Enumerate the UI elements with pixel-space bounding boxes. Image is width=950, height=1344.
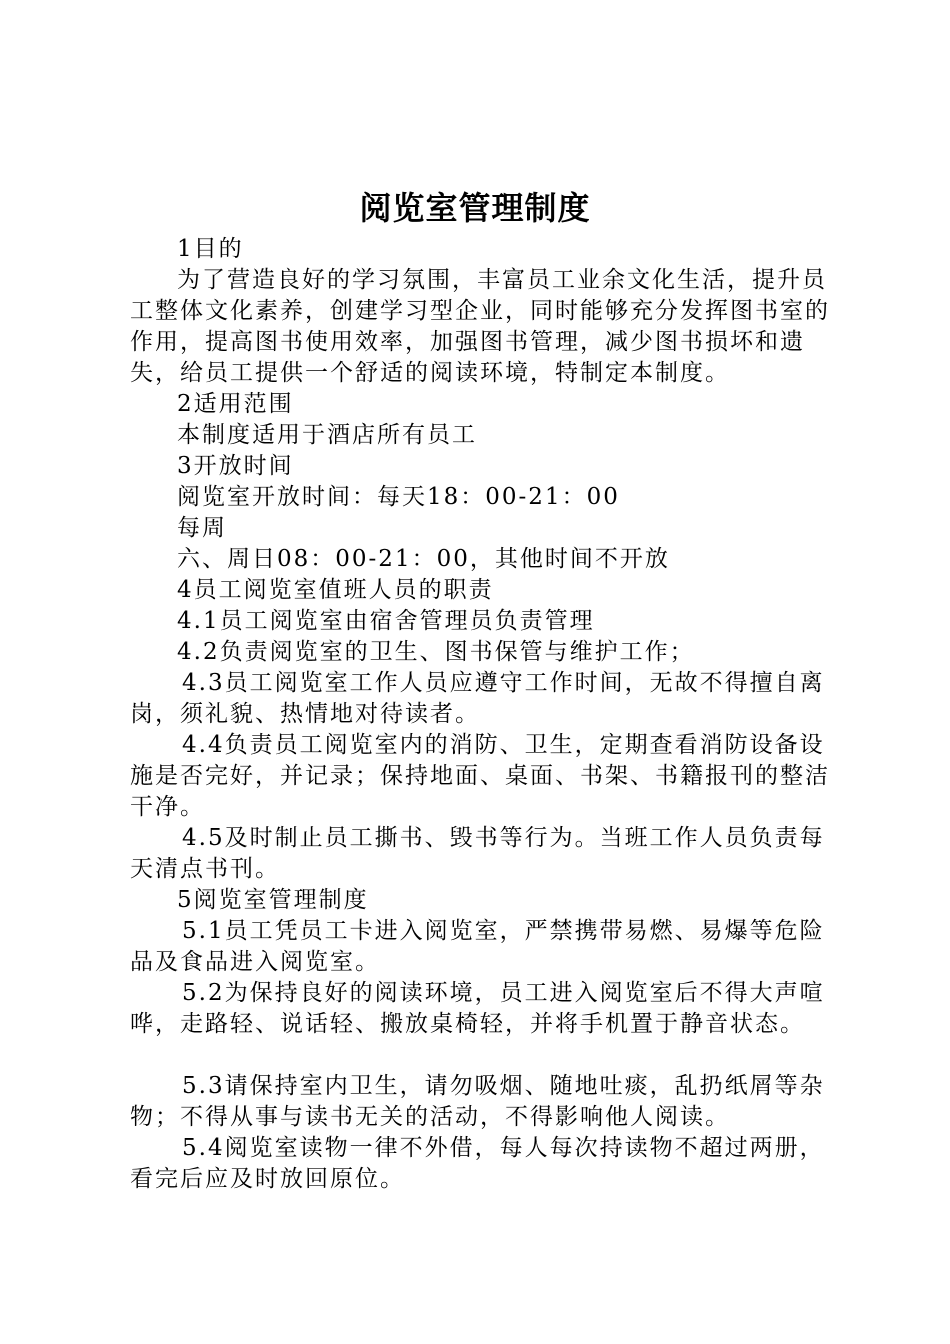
page-title: 阅览室管理制度 [359, 189, 591, 227]
section-heading-rules: 5阅览室管理制度 [177, 887, 369, 913]
duty-item-4-2: 4.2负责阅览室的卫生、图书保管与维护工作； [177, 639, 695, 665]
paragraph-spacer [130, 1040, 840, 1071]
paragraph-hours-daily: 阅览室开放时间：每天18：00-21：00 [177, 484, 620, 510]
paragraph-scope: 本制度适用于酒店所有员工 [177, 422, 477, 448]
rule-item-5-4: 5.4阅览室读物一律不外借，每人每次持读物不超过两册，看完后应及时放回原位。 [130, 1135, 825, 1192]
rule-item-5-1: 5.1员工凭员工卡进入阅览室，严禁携带易燃、易爆等危险品及食品进入阅览室。 [130, 918, 825, 975]
section-heading-purpose: 1目的 [177, 236, 244, 262]
rule-item-5-2: 5.2为保持良好的阅读环境，员工进入阅览室后不得大声喧哗，走路轻、说话轻、搬放桌椅轻，并将手机置于静音状态。 [130, 980, 825, 1037]
section-heading-scope: 2适用范围 [177, 391, 294, 417]
paragraph-hours-weekend: 六、周日08：00-21：00，其他时间不开放 [177, 546, 670, 572]
rule-item-5-3: 5.3请保持室内卫生，请勿吸烟、随地吐痰，乱扔纸屑等杂物；不得从事与读书无关的活动，不得影响他人阅读。 [130, 1073, 825, 1130]
duty-item-4-5: 4.5及时制止员工撕书、毁书等行为。当班工作人员负责每天清点书刊。 [130, 825, 825, 882]
paragraph-hours-weekly-label: 每周 [177, 515, 227, 541]
duty-item-4-4: 4.4负责员工阅览室内的消防、卫生，定期查看消防设备设施是否完好，并记录；保持地面、桌面、书架、书籍报刊的整洁干净。 [130, 732, 830, 820]
duty-item-4-1: 4.1员工阅览室由宿舍管理员负责管理 [177, 608, 595, 634]
section-heading-hours: 3开放时间 [177, 453, 294, 479]
paragraph-purpose: 为了营造良好的学习氛围，丰富员工业余文化生活，提升员工整体文化素养，创建学习型企业，同时能够充分发挥图书室的作用，提高图书使用效率，加强图书管理，减少图书损坏和遗失，给员工提供一个舒适的阅读环境，特制定本制度。 [130, 267, 830, 386]
document-body [130, 234, 840, 1195]
section-heading-duties: 4员工阅览室值班人员的职责 [177, 577, 494, 603]
duty-item-4-3: 4.3员工阅览室工作人员应遵守工作时间，无故不得擅自离岗，须礼貌、热情地对待读者。 [130, 670, 825, 727]
